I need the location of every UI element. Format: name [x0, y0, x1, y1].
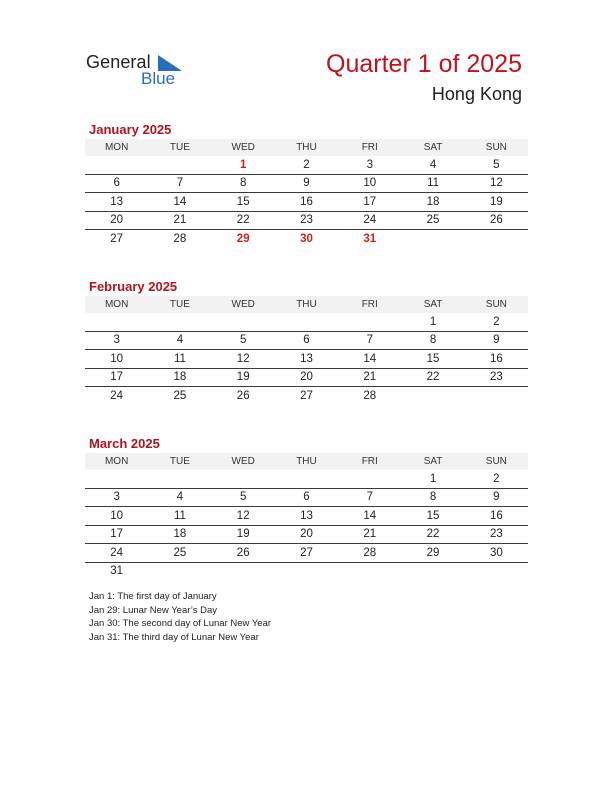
weekday-label: WED — [212, 139, 275, 156]
day-cell: 17 — [85, 525, 148, 544]
month-february — [85, 278, 528, 405]
day-cell — [465, 387, 528, 405]
day-cell: 13 — [275, 350, 338, 369]
day-cell: 16 — [465, 507, 528, 526]
day-cell — [275, 470, 338, 488]
day-cell: 7 — [338, 331, 401, 350]
weekday-label: THU — [275, 139, 338, 156]
day-cell: 21 — [338, 368, 401, 387]
day-cell: 2 — [275, 156, 338, 174]
week-row — [85, 488, 528, 507]
weekday-label: MON — [85, 296, 148, 313]
day-cell: 11 — [401, 174, 464, 193]
day-cell — [148, 470, 211, 488]
day-cell: 17 — [338, 193, 401, 212]
day-cell — [401, 387, 464, 405]
day-cell: 23 — [465, 525, 528, 544]
day-cell: 6 — [275, 331, 338, 350]
day-cell: 13 — [85, 193, 148, 212]
day-cell: 28 — [363, 389, 377, 402]
day-cell: 28 — [338, 544, 401, 563]
weekday-label: WED — [212, 296, 275, 313]
day-cell — [85, 156, 148, 174]
holiday-note: Jan 30: The second day of Lunar New Year — [89, 618, 272, 629]
day-cell: 10 — [85, 350, 148, 369]
weekday-label: THU — [275, 453, 338, 470]
day-cell: 4 — [148, 331, 211, 350]
calendar-table — [85, 296, 528, 405]
day-cell: 27 — [300, 389, 313, 402]
day-cell — [401, 230, 464, 248]
calendar-table — [85, 453, 528, 580]
day-cell: 25 — [148, 544, 211, 563]
weekday-label: MON — [85, 139, 148, 156]
day-cell: 24 — [110, 389, 124, 402]
day-cell: 9 — [465, 488, 528, 507]
day-cell: 18 — [148, 368, 211, 387]
day-cell: 29 — [236, 232, 250, 245]
week-row — [85, 313, 528, 331]
day-cell: 22 — [401, 368, 464, 387]
logo-word-general: General — [86, 52, 151, 72]
week-row — [85, 331, 528, 350]
day-cell: 18 — [148, 525, 211, 544]
day-cell: 21 — [338, 525, 401, 544]
weekday-label: SUN — [465, 453, 528, 470]
day-cell: 26 — [212, 544, 275, 563]
generalblue-logo — [86, 52, 196, 92]
day-cell — [338, 470, 401, 488]
holiday-notes — [89, 590, 271, 644]
holiday-note: Jan 1: The first day of January — [89, 591, 217, 602]
day-cell: 10 — [85, 507, 148, 526]
day-cell: 8 — [401, 331, 464, 350]
week-row — [85, 350, 528, 369]
day-cell: 16 — [465, 350, 528, 369]
day-cell: 14 — [148, 193, 211, 212]
day-cell — [338, 562, 401, 580]
day-cell: 11 — [148, 507, 211, 526]
week-row — [85, 211, 528, 230]
day-cell: 28 — [173, 232, 187, 245]
day-cell: 7 — [148, 174, 211, 193]
day-cell: 20 — [85, 211, 148, 230]
day-cell: 9 — [465, 331, 528, 350]
day-cell: 10 — [338, 174, 401, 193]
day-cell: 19 — [212, 525, 275, 544]
day-cell — [148, 313, 211, 331]
day-cell: 16 — [275, 193, 338, 212]
day-cell: 2 — [465, 470, 528, 488]
day-cell: 24 — [338, 211, 401, 230]
day-cell: 24 — [85, 544, 148, 563]
holiday-note: Jan 29: Lunar New Year’s Day — [89, 604, 217, 616]
weekday-label: SAT — [401, 139, 464, 156]
month-january — [85, 121, 528, 248]
week-row — [85, 525, 528, 544]
day-cell: 5 — [212, 331, 275, 350]
day-cell — [465, 230, 528, 248]
weekday-label: SUN — [465, 296, 528, 313]
day-cell: 3 — [338, 156, 401, 174]
day-cell — [275, 562, 338, 580]
day-cell — [212, 470, 275, 488]
day-cell: 1 — [401, 470, 464, 488]
day-cell: 22 — [212, 211, 275, 230]
weekday-label: TUE — [148, 296, 211, 313]
week-row — [85, 230, 528, 248]
day-cell: 30 — [300, 232, 313, 245]
month-title: January 2025 — [89, 122, 172, 137]
day-cell: 13 — [275, 507, 338, 526]
week-row — [85, 470, 528, 488]
day-cell — [148, 156, 211, 174]
day-cell: 4 — [148, 488, 211, 507]
week-row — [85, 174, 528, 193]
day-cell: 20 — [275, 368, 338, 387]
day-cell: 3 — [85, 331, 148, 350]
day-cell: 7 — [338, 488, 401, 507]
day-cell: 15 — [401, 350, 464, 369]
weekday-label: TUE — [148, 139, 211, 156]
day-cell: 1 — [401, 313, 464, 331]
day-cell: 5 — [212, 488, 275, 507]
region-name: Hong Kong — [431, 84, 522, 104]
day-cell: 19 — [212, 368, 275, 387]
week-row — [85, 193, 528, 212]
day-cell: 6 — [85, 174, 148, 193]
day-cell — [338, 313, 401, 331]
day-cell — [212, 313, 275, 331]
weekday-label: SUN — [465, 139, 528, 156]
weekday-header-row — [85, 139, 528, 156]
day-cell: 31 — [110, 565, 124, 578]
day-cell: 11 — [148, 350, 211, 369]
day-cell: 9 — [275, 174, 338, 193]
week-row — [85, 156, 528, 174]
day-cell: 15 — [212, 193, 275, 212]
day-cell: 21 — [148, 211, 211, 230]
day-cell: 23 — [465, 368, 528, 387]
day-cell: 22 — [401, 525, 464, 544]
weekday-header-row — [85, 453, 528, 470]
week-row — [85, 562, 528, 580]
day-cell: 18 — [401, 193, 464, 212]
week-row — [85, 507, 528, 526]
day-cell: 19 — [465, 193, 528, 212]
calendar-table — [85, 139, 528, 248]
day-cell: 26 — [236, 389, 250, 402]
weekday-label: FRI — [338, 453, 401, 470]
day-cell: 25 — [401, 211, 464, 230]
day-cell: 26 — [465, 211, 528, 230]
weekday-header-row — [85, 296, 528, 313]
day-cell: 14 — [338, 507, 401, 526]
day-cell: 15 — [401, 507, 464, 526]
weekday-label: TUE — [148, 453, 211, 470]
page-title: Quarter 1 of 2025 — [326, 50, 522, 78]
day-cell: 27 — [275, 544, 338, 563]
weekday-label: WED — [212, 453, 275, 470]
day-cell: 1 — [212, 156, 275, 174]
weekday-label: THU — [275, 296, 338, 313]
day-cell: 8 — [212, 174, 275, 193]
week-row — [85, 387, 528, 405]
month-title: February 2025 — [89, 279, 178, 294]
day-cell: 8 — [401, 488, 464, 507]
weekday-label: SAT — [401, 296, 464, 313]
day-cell: 25 — [173, 389, 187, 402]
day-cell — [148, 562, 211, 580]
day-cell: 4 — [401, 156, 464, 174]
holiday-note: Jan 31: The third day of Lunar New Year — [89, 631, 259, 643]
day-cell: 29 — [401, 544, 464, 563]
week-row — [85, 368, 528, 387]
day-cell — [85, 470, 148, 488]
day-cell: 5 — [465, 156, 528, 174]
day-cell: 2 — [465, 313, 528, 331]
week-row — [85, 544, 528, 563]
day-cell — [465, 562, 528, 580]
day-cell — [212, 562, 275, 580]
day-cell — [85, 313, 148, 331]
weekday-label: SAT — [401, 453, 464, 470]
day-cell: 14 — [338, 350, 401, 369]
day-cell: 31 — [363, 232, 377, 245]
day-cell: 6 — [275, 488, 338, 507]
day-cell: 23 — [275, 211, 338, 230]
day-cell: 27 — [110, 232, 124, 245]
day-cell — [401, 562, 464, 580]
day-cell: 20 — [275, 525, 338, 544]
logo-word-blue: Blue — [141, 69, 176, 88]
weekday-label: FRI — [338, 139, 401, 156]
month-title: March 2025 — [89, 436, 160, 451]
day-cell: 3 — [85, 488, 148, 507]
day-cell: 12 — [212, 507, 275, 526]
day-cell — [275, 313, 338, 331]
month-march — [85, 435, 528, 580]
day-cell: 30 — [465, 544, 528, 563]
day-cell: 12 — [465, 174, 528, 193]
weekday-label: MON — [85, 453, 148, 470]
weekday-label: FRI — [338, 296, 401, 313]
day-cell: 12 — [212, 350, 275, 369]
day-cell: 17 — [85, 368, 148, 387]
